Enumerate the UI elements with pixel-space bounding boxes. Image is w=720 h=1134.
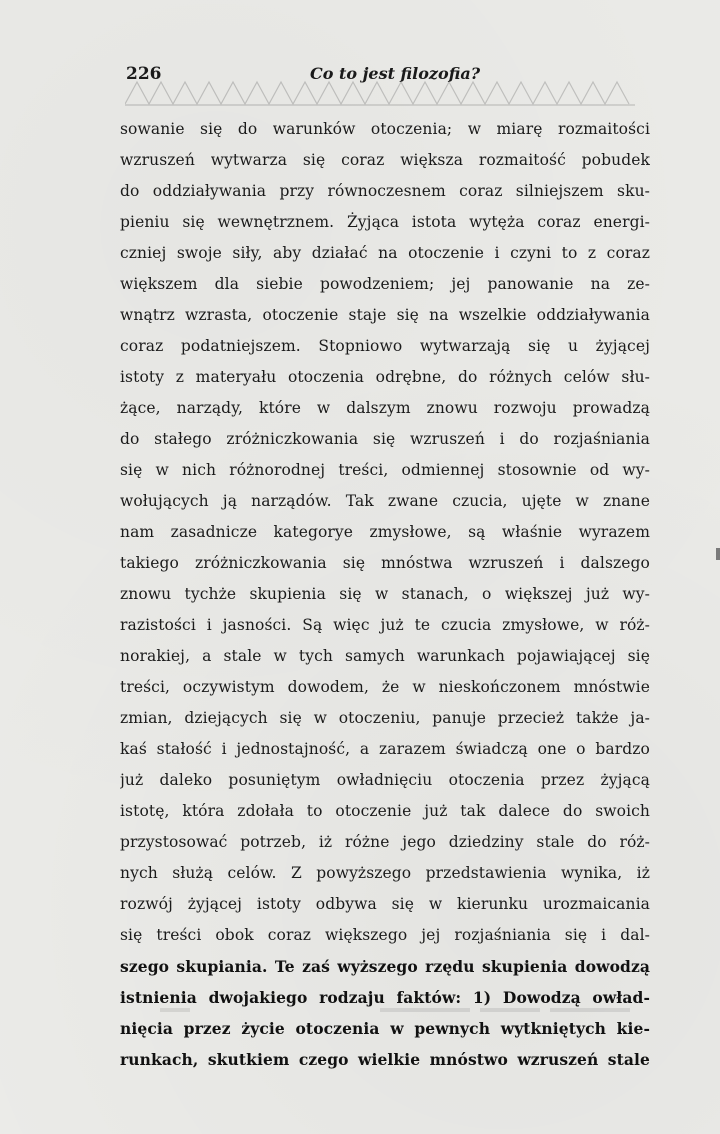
text-line: razistości i jasności. Są więc już te czucia zmysłowe, w róż- xyxy=(120,616,650,634)
body-text xyxy=(120,114,650,1075)
text-line: runkach, skutkiem czego wielkie mnóstwo wzruszeń stale xyxy=(120,1050,650,1069)
header-ornament xyxy=(125,78,635,106)
text-line: przystosować potrzeb, iż różne jego dziedziny stale do róż- xyxy=(120,833,650,851)
text-line: się w nich różnorodnej treści, odmiennej stosownie od wy- xyxy=(120,461,650,479)
text-line: nych służą celów. Z powyższego przedstawienia wynika, iż xyxy=(120,864,650,882)
text-line: do oddziaływania przy równoczesnem coraz silniejszem sku- xyxy=(120,182,650,200)
text-line: wnątrz wzrasta, otoczenie staje się na wszelkie oddziaływania xyxy=(120,306,650,324)
text-line: szego skupiania. Te zaś wyższego rzędu skupienia dowodzą xyxy=(120,957,650,976)
text-line: takiego zróżniczkowania się mnóstwa wzruszeń i dalszego xyxy=(120,554,650,572)
text-line: znowu tychże skupienia się w stanach, o większej już wy- xyxy=(120,585,650,603)
text-line: rozwój żyjącej istoty odbywa się w kierunku urozmaicania xyxy=(120,895,650,913)
text-line: żące, narządy, które w dalszym znowu rozwoju prowadzą xyxy=(120,399,650,417)
text-line: coraz podatniejszem. Stopniowo wytwarzają się u żyjącej xyxy=(120,337,650,355)
text-line: nam zasadnicze kategorye zmysłowe, są właśnie wyrazem xyxy=(120,523,650,541)
text-line: się treści obok coraz większego jej rozjaśniania się i dal- xyxy=(120,926,650,944)
text-line: treści, oczywistym dowodem, że w nieskończonem mnóstwie xyxy=(120,678,650,696)
running-title: Co to jest filozofia? xyxy=(310,64,481,83)
text-line: istotę, która zdołała to otoczenie już tak dalece do swoich xyxy=(120,802,650,820)
text-line: nięcia przez życie otoczenia w pewnych wytkniętych kie- xyxy=(120,1019,650,1038)
page-number: 226 xyxy=(126,64,162,84)
text-line: czniej swoje siły, aby działać na otoczenie i czyni to z coraz xyxy=(120,244,650,262)
bleed-through-text xyxy=(160,1000,640,1040)
text-line: pieniu się wewnętrznem. Żyjąca istota wytęża coraz energi- xyxy=(120,213,650,231)
text-line: wołujących ją narządów. Tak zwane czucia, ujęte w znane xyxy=(120,492,650,510)
page-edge-mark xyxy=(716,548,720,560)
text-line: sowanie się do warunków otoczenia; w miarę rozmaitości xyxy=(120,120,650,138)
text-line: istoty z materyału otoczenia odrębne, do różnych celów słu- xyxy=(120,368,650,386)
text-line: do stałego zróżniczkowania się wzruszeń i do rozjaśniania xyxy=(120,430,650,448)
text-line: istnienia dwojakiego rodzaju faktów: 1) Dowodzą owład- xyxy=(120,988,650,1007)
text-line: kaś stałość i jednostajność, a zarazem świadczą one o bardzo xyxy=(120,740,650,758)
text-line: zmian, dziejących się w otoczeniu, panuje przecież także ja- xyxy=(120,709,650,727)
text-line: norakiej, a stale w tych samych warunkach pojawiającej się xyxy=(120,647,650,665)
text-line: większem dla siebie powodzeniem; jej panowanie na ze- xyxy=(120,275,650,293)
text-line: już daleko posuniętym owładnięciu otoczenia przez żyjącą xyxy=(120,771,650,789)
text-line: wzruszeń wytwarza się coraz większa rozmaitość pobudek xyxy=(120,151,650,169)
